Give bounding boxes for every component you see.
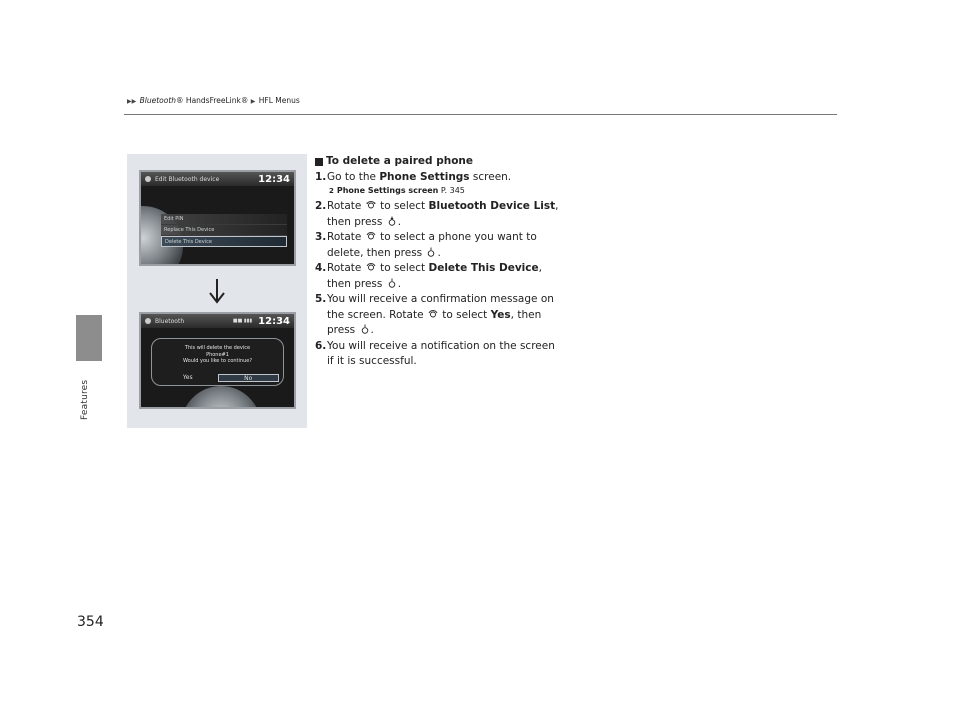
step-text: to select (380, 262, 426, 274)
confirm-dialog (151, 338, 284, 386)
dialog-message: This will delete the device (184, 345, 251, 351)
step-number: 2. (315, 200, 327, 212)
step-number: 4. (315, 262, 327, 274)
screen-title: Bluetooth (155, 317, 185, 325)
step-6 (315, 339, 575, 370)
instructions (315, 154, 575, 370)
step-term: Delete This Device (428, 262, 539, 274)
step-text: . (397, 215, 402, 228)
dialog-question: Would you like to continue? (183, 358, 252, 364)
rotate-knob-icon (428, 309, 438, 319)
breadcrumb-arrows: ▶▶ (127, 98, 137, 105)
page-number: 354 (77, 614, 104, 630)
step-text: Rotate (327, 231, 362, 243)
breadcrumb-handsfreelink: ® HandsFreeLink® (176, 96, 249, 105)
step-text: Rotate (327, 262, 362, 274)
chapter-tab (76, 315, 102, 361)
header-rule (124, 114, 837, 115)
step-text: Rotate (327, 200, 362, 212)
step-text: Go to the (327, 170, 380, 183)
device-menu (161, 214, 287, 247)
down-arrow-icon (207, 278, 227, 304)
step-text: then press (327, 277, 383, 290)
step-text: , (538, 262, 542, 274)
step-4 (315, 261, 575, 292)
menu-item-replace-device: Replace This Device (161, 225, 287, 236)
step-number: 6. (315, 339, 327, 352)
step-text: , (555, 200, 559, 212)
step-text: You will receive a confirmation message on (327, 293, 554, 305)
dialog-no-option: No (218, 374, 280, 382)
step-text: the screen. Rotate (327, 308, 424, 321)
step-1 (315, 170, 575, 186)
step-2 (315, 199, 575, 230)
menu-item-delete-device: Delete This Device (161, 236, 287, 247)
section-heading (315, 154, 575, 170)
signal-status-icon: ■■ ▮▮▮ (232, 318, 253, 324)
breadcrumb-section: HFL Menus (258, 96, 300, 105)
screen-confirm-delete (139, 312, 296, 409)
reference-icon: 2 (329, 187, 334, 195)
press-knob-icon (426, 247, 436, 257)
step-text: . (397, 277, 402, 290)
dialog-yes-option: Yes (182, 374, 193, 381)
step-text: You will receive a notification on the screen (327, 339, 555, 352)
step-text: then press (327, 215, 383, 228)
step-text: to select (380, 200, 426, 212)
screen-clock: 12:34 (258, 173, 290, 185)
step-number: 5. (315, 293, 327, 305)
press-knob-icon (360, 324, 370, 334)
step-5 (315, 292, 575, 339)
step-text: . (437, 246, 441, 259)
step-number: 3. (315, 231, 327, 243)
step-text: to select (442, 308, 488, 321)
reference-title: Phone Settings screen (336, 186, 439, 195)
step-3 (315, 230, 575, 261)
press-knob-icon (387, 216, 397, 226)
dialog-buttons (158, 374, 279, 382)
step-text: screen. (469, 170, 512, 183)
rotate-knob-icon (366, 200, 376, 210)
step-text: , then (510, 308, 542, 321)
step-text: delete, then press (327, 246, 423, 259)
illustration-panel (127, 154, 307, 428)
step-term: Bluetooth Device List (428, 200, 556, 212)
screen-titlebar (141, 172, 294, 186)
breadcrumb (127, 96, 300, 105)
rotate-knob-icon (366, 262, 376, 272)
dialog-device-name: Phone#1 (206, 351, 229, 358)
menu-item-edit-pin: Edit PIN (161, 214, 287, 225)
home-icon (145, 318, 151, 324)
step-term: Yes (490, 308, 511, 321)
screen-edit-device (139, 170, 296, 266)
step-term: Phone Settings (379, 170, 470, 183)
step-text: . (370, 324, 374, 336)
reference-page: P. 345 (438, 186, 465, 195)
step-text: press (327, 324, 356, 336)
breadcrumb-bluetooth: Bluetooth (139, 96, 177, 105)
screen-title: Edit Bluetooth device (155, 175, 220, 183)
heading-square-icon (315, 158, 323, 166)
breadcrumb-separator: ▶ (250, 98, 256, 105)
step-text: to select a phone you want to (380, 231, 537, 243)
chapter-label: Features (80, 379, 90, 420)
home-icon (145, 176, 151, 182)
heading-text: To delete a paired phone (326, 155, 474, 167)
cross-reference[interactable] (315, 185, 575, 197)
selector-dial-graphic (181, 386, 261, 409)
screen-clock: 12:34 (258, 315, 290, 327)
press-knob-icon (387, 278, 397, 288)
screen-titlebar (141, 314, 294, 328)
rotate-knob-icon (366, 231, 376, 241)
step-text: if it is successful. (327, 355, 417, 367)
step-number: 1. (315, 170, 327, 183)
